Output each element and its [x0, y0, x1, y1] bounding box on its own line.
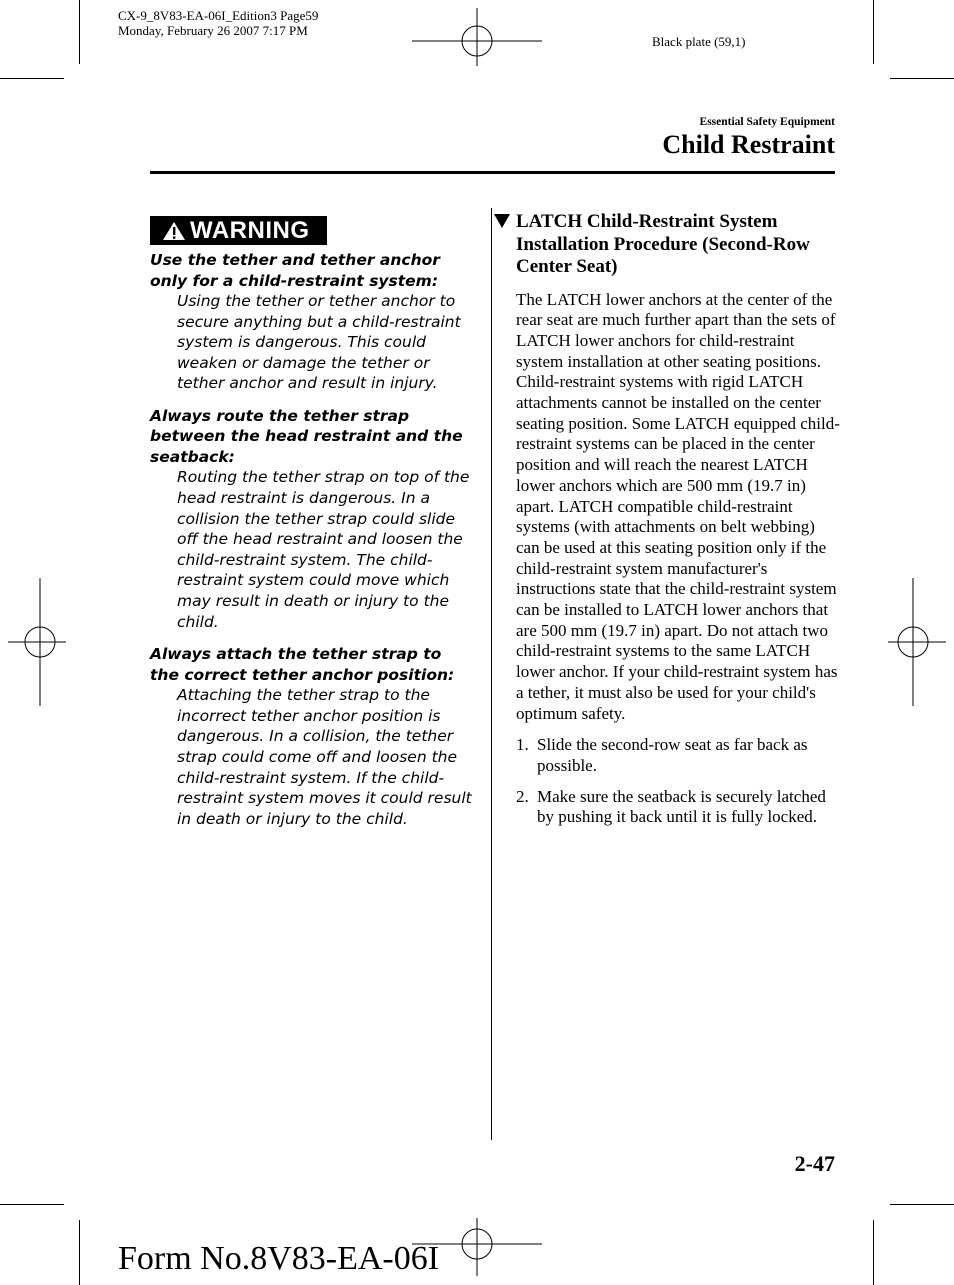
warning-heading: Always route the tether strap between the head restraint and the seatback:: [150, 406, 463, 466]
section-title: Essential Safety Equipment: [699, 116, 835, 128]
warning-heading: Always attach the tether strap to the correct tether anchor position:: [150, 645, 455, 684]
triangle-down-icon: [494, 214, 510, 228]
warning-block: [150, 250, 472, 394]
crop-mark: [0, 1204, 64, 1205]
warning-block: [150, 406, 472, 632]
plate-label: Black plate (59,1): [652, 34, 746, 49]
file-line: CX-9_8V83-EA-06I_Edition3 Page59: [118, 8, 319, 23]
crop-mark: [873, 1220, 874, 1285]
warning-heading: Use the tether and tether anchor only for a child-restraint system:: [150, 251, 440, 290]
step-text: Slide the second-row seat as far back as possible.: [537, 735, 808, 775]
warning-banner: [150, 216, 327, 245]
warning-triangle-icon: [162, 221, 186, 241]
page-number: 2-47: [794, 1151, 835, 1176]
warning-label: WARNING: [190, 216, 310, 244]
warning-content: [150, 250, 472, 841]
file-info: [118, 8, 318, 38]
date-line: Monday, February 26 2007 7:17 PM: [118, 23, 308, 38]
step-number: 1.: [516, 735, 529, 755]
crop-mark: [0, 78, 64, 79]
step-number: 2.: [516, 786, 529, 806]
list-item: [516, 787, 840, 828]
procedure-heading-row: [494, 211, 840, 279]
crop-mark: [873, 0, 874, 64]
crop-mark: [890, 78, 954, 79]
registration-mark-right: [888, 578, 946, 706]
warning-text: Routing the tether strap on top of the head restraint is dangerous. In a collision the tether strap could slide off the head restraint and loosen the child-restraint system. The child-restraint system could move which may result in death or injury to the child.: [177, 468, 470, 631]
procedure-heading: LATCH Child-Restraint System Installation Procedure (Second-Row Center Seat): [516, 211, 810, 277]
registration-mark-left: [8, 578, 66, 706]
step-text: Make sure the seatback is securely latched by pushing it back until it is fully locked.: [537, 786, 826, 827]
list-item: [516, 735, 840, 776]
registration-mark-top: [412, 8, 542, 66]
crop-mark: [79, 1220, 80, 1285]
procedure-body: The LATCH lower anchors at the center of the rear seat are much further apart than the sets of LATCH lower anchors for child-restraint system installation at other seating positions. Child-restraint systems with rigid LATCH attachments cannot be installed on the center seating position. Some LATCH equipped child-restraint systems can be placed in the center position and will reach the nearest LATCH lower anchors which are 500 mm (19.7 in) apart. LATCH compatible child-restraint systems (with attachments on belt webbing) can be used at this seating position only if the child-restraint system manufacturer's instructions state that the child-restraint system can be installed to LATCH lower anchors that are 500 mm (19.7 in) apart. Do not attach two child-restraint systems to the same LATCH lower anchor. If your child-restraint system has a tether, it must also be used for your child's optimum safety.: [516, 289, 840, 723]
form-number: Form No.8V83-EA-06I: [118, 1240, 440, 1277]
warning-text: Attaching the tether strap to the incorrect tether anchor position is dangerous. In a collision, the tether strap could come off and loosen the child-restraint system. If the child-restraint system moves it could result in death or injury to the child.: [177, 686, 472, 828]
header-rule: [150, 171, 835, 174]
page-title: Child Restraint: [662, 130, 835, 159]
procedure-section: [516, 211, 840, 838]
procedure-steps: [516, 735, 840, 828]
warning-text: Using the tether or tether anchor to secure anything but a child-restraint system is dangerous. This could weaken or damage the tether or tether anchor and result in injury.: [177, 292, 461, 393]
crop-mark: [890, 1204, 954, 1205]
column-divider: [491, 208, 492, 1140]
crop-mark: [79, 0, 80, 64]
warning-block: [150, 644, 472, 829]
